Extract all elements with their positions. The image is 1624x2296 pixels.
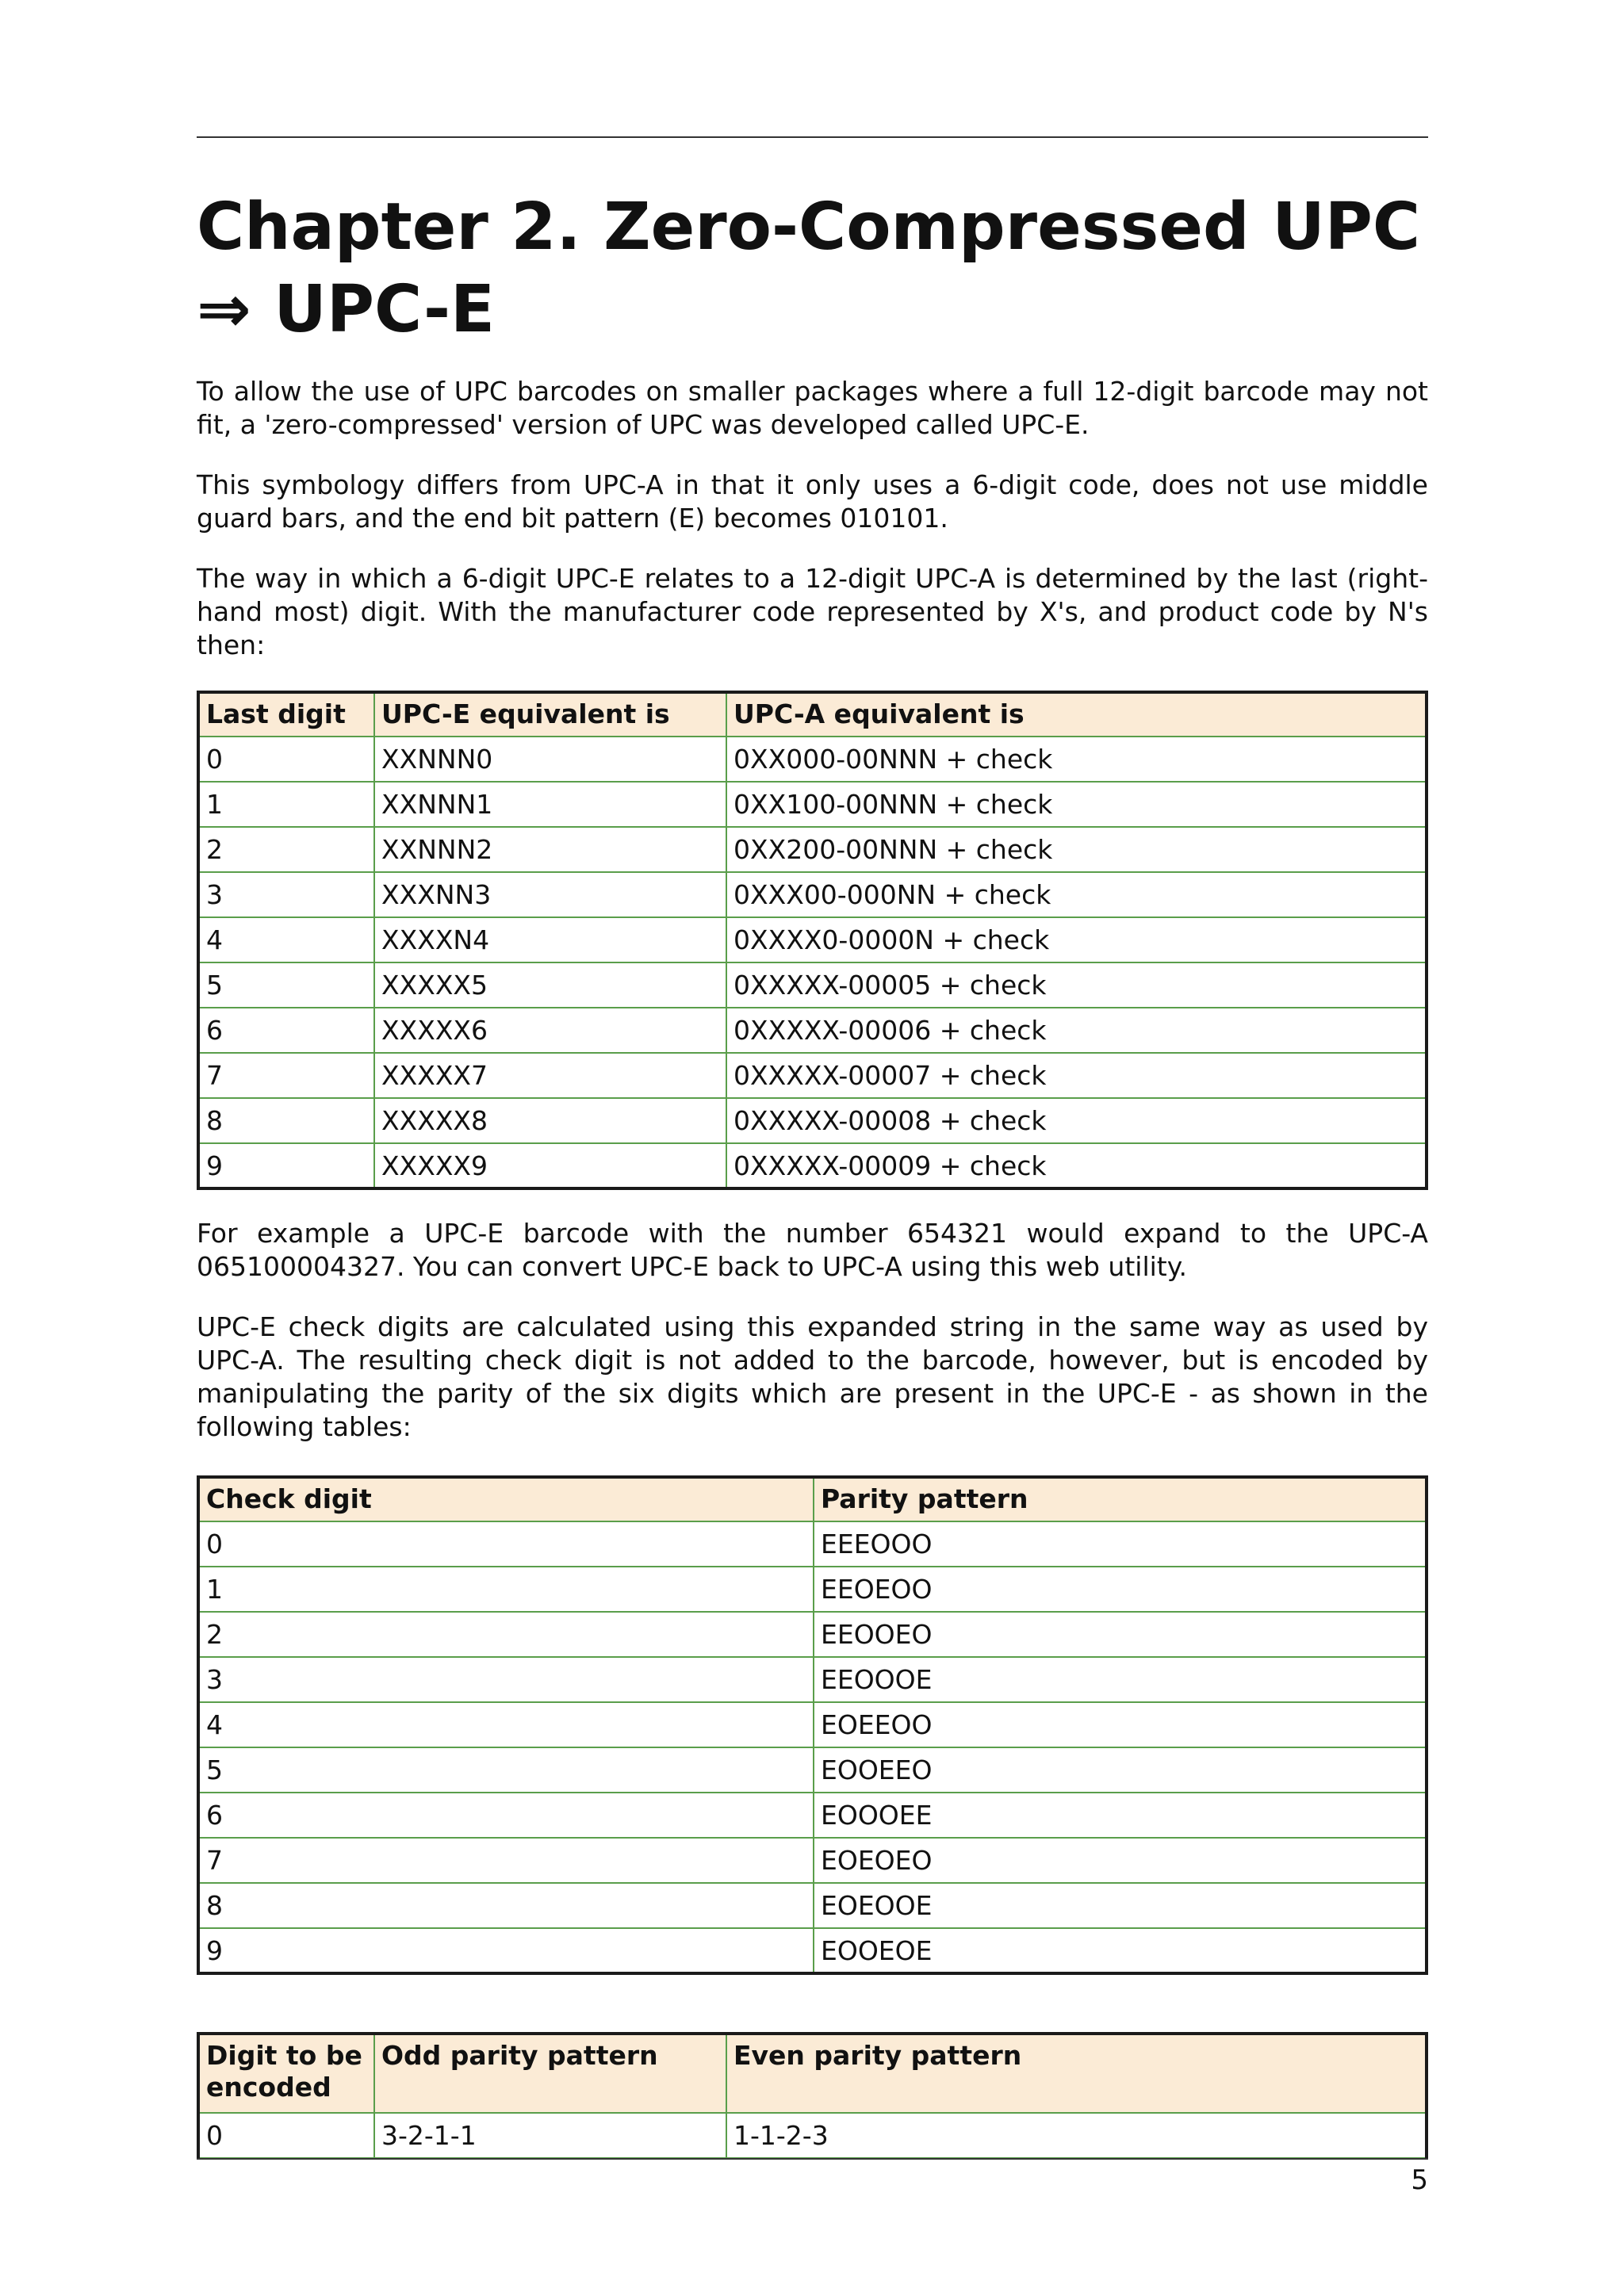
- check-digit-cell: 1: [198, 1567, 814, 1612]
- check-digit-cell: 7: [198, 1838, 814, 1883]
- table-row: [198, 1883, 1427, 1928]
- check-digit-cell: 2: [198, 1612, 814, 1657]
- last-digit-cell: 2: [198, 827, 374, 872]
- table-header-row: [198, 1477, 1427, 1521]
- upce-cell: XXXXN4: [374, 917, 726, 962]
- last-digit-cell: 1: [198, 782, 374, 827]
- upca-cell: 0XXXX0-0000N + check: [726, 917, 1427, 962]
- parity-cell: EEOEOO: [814, 1567, 1427, 1612]
- table-row: [198, 1928, 1427, 1973]
- upca-cell: 0XXX00-000NN + check: [726, 872, 1427, 917]
- parity-table: [197, 1475, 1428, 1975]
- table-row: [198, 872, 1427, 917]
- header-rule: [197, 136, 1428, 138]
- check-digit-cell: 8: [198, 1883, 814, 1928]
- check-digit-cell: 5: [198, 1747, 814, 1793]
- parity-cell: EEOOEO: [814, 1612, 1427, 1657]
- last-digit-cell: 7: [198, 1053, 374, 1098]
- upce-cell: XXXXX6: [374, 1008, 726, 1053]
- table-row: [198, 1793, 1427, 1838]
- page-number: 5: [1411, 2164, 1428, 2196]
- last-digit-cell: 9: [198, 1143, 374, 1188]
- header-upca-equivalent: UPC-A equivalent is: [726, 692, 1427, 737]
- table-row: [198, 1612, 1427, 1657]
- upca-cell: 0XXXXX-00006 + check: [726, 1008, 1427, 1053]
- table-row: [198, 1567, 1427, 1612]
- table-row: [198, 1098, 1427, 1143]
- upce-cell: XXXXX5: [374, 962, 726, 1008]
- digit-cell: 0: [198, 2113, 374, 2158]
- last-digit-cell: 4: [198, 917, 374, 962]
- footer-rule: [197, 2158, 1428, 2160]
- table-row: [198, 1008, 1427, 1053]
- last-digit-cell: 5: [198, 962, 374, 1008]
- chapter-title: Chapter 2. Zero-Compressed UPC ⇒ UPC-E: [197, 189, 1421, 347]
- upca-cell: 0XX200-00NNN + check: [726, 827, 1427, 872]
- table-row: [198, 737, 1427, 782]
- differences-paragraph: This symbology differs from UPC-A in that it only uses a 6-digit code, does not use middle guard bars, and the end bit pattern (E) becomes 010101.: [197, 469, 1428, 534]
- table-row: [198, 1747, 1427, 1793]
- check-digits-paragraph: UPC-E check digits are calculated using this expanded string in the same way as used by UPC-A. The resulting check digit is not added to the barcode, however, but is encoded by manipulating the parity of the six digits which are present in the UPC-E - as shown in the following tables:: [197, 1311, 1428, 1442]
- upca-cell: 0XX100-00NNN + check: [726, 782, 1427, 827]
- table-row: [198, 782, 1427, 827]
- odd-parity-cell: 3-2-1-1: [374, 2113, 726, 2158]
- table-row: [198, 827, 1427, 872]
- check-digit-cell: 3: [198, 1657, 814, 1702]
- upca-cell: 0XXXXX-00005 + check: [726, 962, 1427, 1008]
- table-row: [198, 2113, 1427, 2158]
- check-digit-cell: 6: [198, 1793, 814, 1838]
- table-row: [198, 1143, 1427, 1188]
- header-even-parity: Even parity pattern: [726, 2034, 1427, 2113]
- table-row: [198, 1053, 1427, 1098]
- encoding-table: [197, 2032, 1428, 2159]
- upce-cell: XXXNN3: [374, 872, 726, 917]
- parity-cell: EEOOOE: [814, 1657, 1427, 1702]
- last-digit-cell: 8: [198, 1098, 374, 1143]
- table-row: [198, 1838, 1427, 1883]
- relation-paragraph: The way in which a 6-digit UPC-E relates to a 12-digit UPC-A is determined by the last (right-hand most) digit. With the manufacturer code represented by X's, and product code by N's then:: [197, 563, 1428, 660]
- parity-cell: EOEOOE: [814, 1883, 1427, 1928]
- upca-cell: 0XXXXX-00007 + check: [726, 1053, 1427, 1098]
- header-odd-parity: Odd parity pattern: [374, 2034, 726, 2113]
- last-digit-cell: 6: [198, 1008, 374, 1053]
- table-row: [198, 1702, 1427, 1747]
- header-upce-equivalent: UPC-E equivalent is: [374, 692, 726, 737]
- table-row: [198, 1521, 1427, 1567]
- last-digit-cell: 0: [198, 737, 374, 782]
- upce-cell: XXNNN0: [374, 737, 726, 782]
- check-digit-cell: 0: [198, 1521, 814, 1567]
- table-row: [198, 1657, 1427, 1702]
- parity-cell: EEEOOO: [814, 1521, 1427, 1567]
- upce-cell: XXXXX7: [374, 1053, 726, 1098]
- parity-cell: EOOEOE: [814, 1928, 1427, 1973]
- header-parity-pattern: Parity pattern: [814, 1477, 1427, 1521]
- parity-cell: EOOEEO: [814, 1747, 1427, 1793]
- check-digit-cell: 4: [198, 1702, 814, 1747]
- header-digit-to-encode: Digit to be encoded: [198, 2034, 374, 2113]
- table-header-row: [198, 692, 1427, 737]
- header-last-digit: Last digit: [198, 692, 374, 737]
- upce-cell: XXNNN2: [374, 827, 726, 872]
- upce-cell: XXXXX9: [374, 1143, 726, 1188]
- upce-cell: XXXXX8: [374, 1098, 726, 1143]
- parity-cell: EOOOEE: [814, 1793, 1427, 1838]
- last-digit-cell: 3: [198, 872, 374, 917]
- table-header-row: [198, 2034, 1427, 2113]
- equivalents-table: [197, 691, 1428, 1190]
- page-content: [197, 186, 1428, 2159]
- example-paragraph: For example a UPC-E barcode with the number 654321 would expand to the UPC-A 065100004327. You can convert UPC-E back to UPC-A using this web utility.: [197, 1218, 1428, 1282]
- parity-cell: EOEOEO: [814, 1838, 1427, 1883]
- intro-paragraph: To allow the use of UPC barcodes on smaller packages where a full 12-digit barcode may not fit, a 'zero-compressed' version of UPC was developed called UPC-E.: [197, 376, 1428, 440]
- table-row: [198, 962, 1427, 1008]
- upce-cell: XXNNN1: [374, 782, 726, 827]
- upca-cell: 0XXXXX-00008 + check: [726, 1098, 1427, 1143]
- upca-cell: 0XXXXX-00009 + check: [726, 1143, 1427, 1188]
- header-check-digit: Check digit: [198, 1477, 814, 1521]
- parity-cell: EOEEOO: [814, 1702, 1427, 1747]
- even-parity-cell: 1-1-2-3: [726, 2113, 1427, 2158]
- table-row: [198, 917, 1427, 962]
- check-digit-cell: 9: [198, 1928, 814, 1973]
- upca-cell: 0XX000-00NNN + check: [726, 737, 1427, 782]
